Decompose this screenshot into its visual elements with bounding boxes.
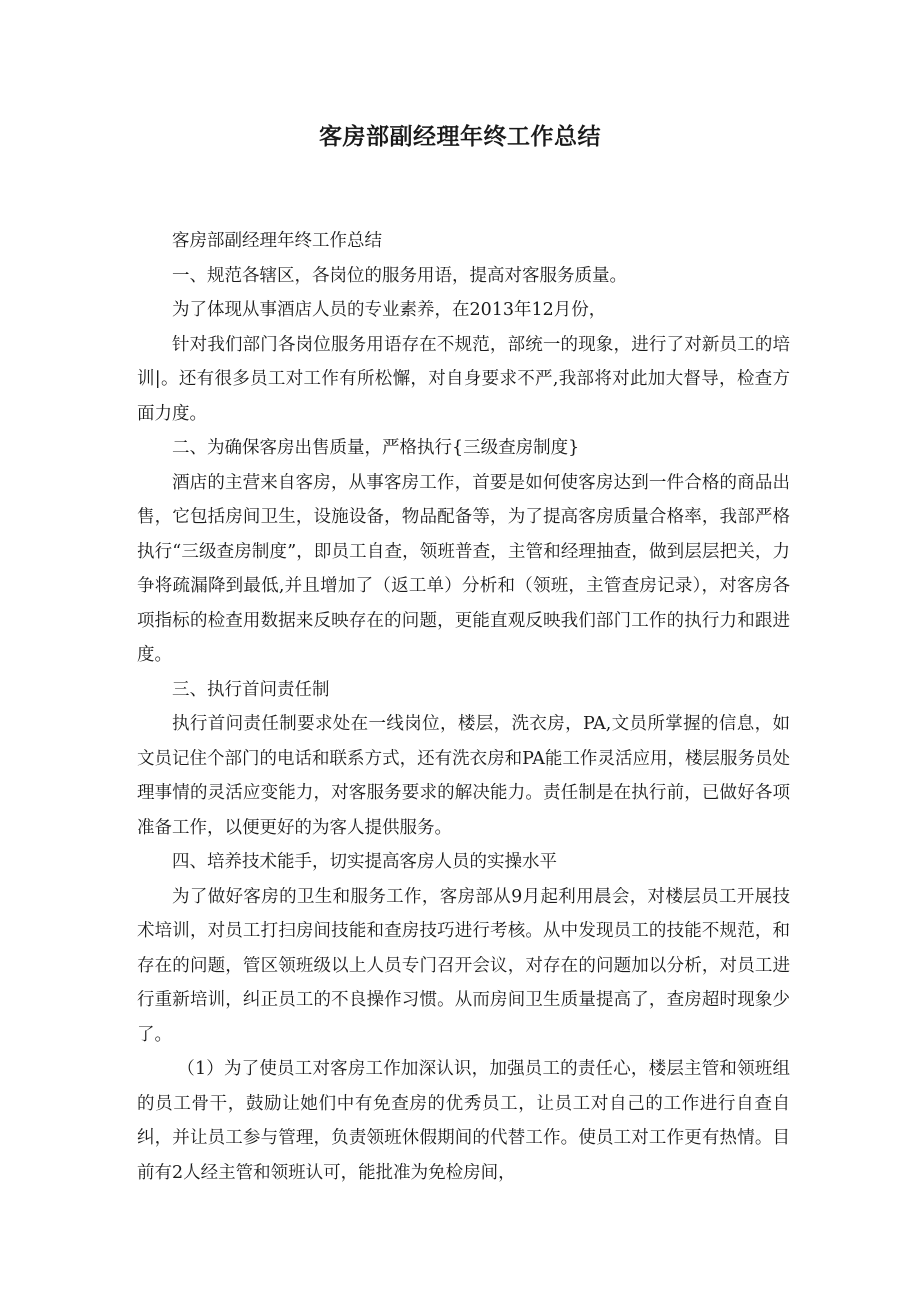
numbered-paragraph: （1）为了使员工对客房工作加深认识，加强员工的责任心，楼层主管和领班组的员工骨干，鼓励让她们中有免查房的优秀员工，让员工对自己的工作进行自查自纠，并让员工参与管理，负责领班休假期间的代替工作。使员工对工作更有热情。目前有2人经主管和领班认可，能批准为免检房间， [137,1059,790,1183]
section-heading-2: 二、为确保客房出售质量，严格执行{三级查房制度} [172,438,580,458]
section-heading-1: 一、规范各辖区，各岗位的服务用语，提高对客服务质量。 [172,265,627,286]
body-paragraph: 为了体现从事酒店人员的专业素养，在2013年12月份， [172,300,607,320]
section-heading-3: 三、执行首问责任制 [172,679,330,700]
body-paragraph: 针对我们部门各岗位服务用语存在不规范，部统一的现象，进行了对新员工的培训|。还有很多员工对工作有所松懈，对自身要求不严,我部将对此加大督导，检查方面力度。 [137,334,790,424]
subtitle-paragraph: 客房部副经理年终工作总结 [172,231,382,251]
document-title: 客房部副经理年终工作总结 [319,124,601,150]
body-paragraph: 酒店的主营来自客房，从事客房工作，首要是如何使客房达到一件合格的商品出售，它包括房间卫生，设施设备，物品配备等，为了提高客房质量合格率，我部严格执行“三级查房制度”，即员工自查，领班普查，主管和经理抽查，做到层层把关，力争将疏漏降到最低,并且增加了（返工单）分析和（领班，主管查房记录），对客房各项指标的检查用数据来反映存在的问题，更能直观反映我们部门工作的执行力和跟进度。 [137,472,790,665]
document-body [137,224,790,1190]
body-paragraph: 为了做好客房的卫生和服务工作，客房部从9月起利用晨会，对楼层员工开展技术培训，对员工打扫房间技能和查房技巧进行考核。从中发现员工的技能不规范，和存在的问题，管区领班级以上人员专门召开会议，对存在的问题加以分析，对员工进行重新培训，纠正员工的不良操作习惯。从而房间卫生质量提高了，查房超时现象少了。 [137,886,790,1045]
body-paragraph: 执行首问责任制要求处在一线岗位，楼层，洗衣房，PA,文员所掌握的信息，如文员记住个部门的电话和联系方式，还有洗衣房和PA能工作灵活应用，楼层服务员处理事情的灵活应变能力，对客服务要求的解决能力。责任制是在执行前，已做好各项准备工作，以便更好的为客人提供服务。 [137,714,790,838]
section-heading-4: 四、培养技术能手，切实提高客房人员的实操水平 [172,852,557,872]
